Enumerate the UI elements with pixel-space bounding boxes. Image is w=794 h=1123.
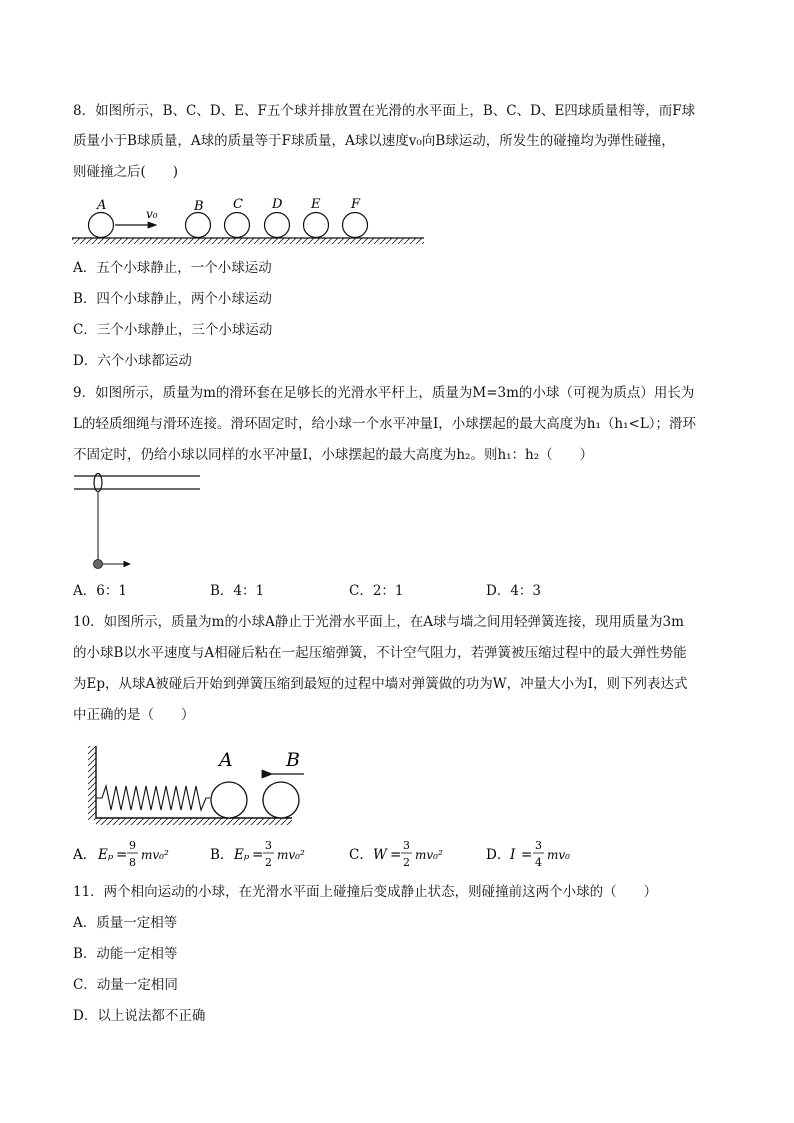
q8-option-d: D．六个小球都运动 xyxy=(73,353,192,369)
svg-text:W: W xyxy=(373,847,387,863)
q8-option-c: C．三个小球静止，三个小球运动 xyxy=(73,322,273,338)
q10-options xyxy=(70,836,630,870)
q9-figure xyxy=(70,470,210,578)
svg-text:3: 3 xyxy=(265,839,272,852)
label-f: F xyxy=(351,197,361,212)
ball-f xyxy=(343,213,368,238)
ball-a xyxy=(89,213,114,238)
q10-option-b xyxy=(210,839,305,869)
svg-text:=: = xyxy=(390,847,402,863)
label-e: E xyxy=(311,197,321,212)
q9-line-2: L的轻质细绳与滑环连接。滑环固定时，给小球一个水平冲量I，小球摆起的最大高度为h₁（h₁<L）；滑环 xyxy=(73,416,697,432)
floor-hatch xyxy=(96,818,292,825)
ball-a xyxy=(211,782,247,818)
label-d: D xyxy=(272,197,283,212)
ball-d xyxy=(265,213,290,238)
svg-text:B．: B． xyxy=(210,847,234,863)
svg-text:D．: D． xyxy=(486,847,511,863)
velocity-label: v₀ xyxy=(146,207,158,221)
svg-text:4: 4 xyxy=(535,856,542,869)
wall-hatch xyxy=(88,746,96,820)
q9-option-d: D．4：3 xyxy=(486,583,542,599)
q11-line-1: 11．两个相向运动的小球，在光滑水平面上碰撞后变成静止状态，则碰撞前这两个小球的（ ） xyxy=(73,884,658,900)
q11-option-a: A．质量一定相等 xyxy=(73,915,178,931)
svg-text:mv₀²: mv₀² xyxy=(277,848,305,862)
q9-option-a: A．6：1 xyxy=(73,583,127,599)
q10-line-1: 10．如图所示，质量为m的小球A静止于光滑水平面上，在A球与墙之间用轻弹簧连接，现用质量为3m xyxy=(73,614,684,630)
q10-option-c xyxy=(349,839,443,869)
svg-text:3: 3 xyxy=(535,839,542,852)
svg-text:Eₚ: Eₚ xyxy=(98,847,114,863)
q8-option-b: B．四个小球静止，两个小球运动 xyxy=(73,291,272,307)
label-c: C xyxy=(233,197,243,212)
svg-text:3: 3 xyxy=(403,839,410,852)
q8-line-1: 8．如图所示，B、C、D、E、F五个球并排放置在光滑的水平面上，B、C、D、E四球质量相等，而F球 xyxy=(73,103,696,119)
q11-option-b: B．动能一定相等 xyxy=(73,946,178,962)
ball-b xyxy=(186,213,211,238)
svg-text:=: = xyxy=(521,847,533,863)
label-b: B xyxy=(194,199,204,214)
q11-option-c: C．动量一定相同 xyxy=(73,977,178,993)
svg-text:=: = xyxy=(252,847,264,863)
svg-text:8: 8 xyxy=(129,856,136,869)
label-a: A xyxy=(97,198,107,213)
q8-line-2: 质量小于B球质量，A球的质量等于F球质量，A球以速度v₀向B球运动，所发生的碰撞均为弹性碰撞， xyxy=(73,133,675,149)
ball-e xyxy=(304,213,329,238)
svg-text:mv₀²: mv₀² xyxy=(141,848,169,862)
svg-text:I: I xyxy=(510,847,516,863)
svg-text:C．: C． xyxy=(349,847,373,863)
q9-option-b: B．4：1 xyxy=(210,583,265,599)
q9-line-1: 9．如图所示，质量为m的滑环套在足够长的光滑水平杆上，质量为M=3m的小球（可视为质点）用长为 xyxy=(73,385,695,401)
label-b: B xyxy=(286,749,300,771)
q11-option-d: D．以上说法都不正确 xyxy=(73,1008,206,1024)
svg-text:mv₀²: mv₀² xyxy=(415,848,443,862)
q10-line-4: 中正确的是（ ） xyxy=(73,707,195,723)
q10-line-2: 的小球B以水平速度与A相碰后粘在一起压缩弹簧，不计空气阻力，若弹簧被压缩过程中的最大弹性势能 xyxy=(73,645,687,661)
svg-text:=: = xyxy=(116,847,128,863)
q8-line-3: 则碰撞之后( ) xyxy=(73,164,179,180)
q10-option-d xyxy=(486,839,570,869)
ball-c xyxy=(225,213,250,238)
svg-text:9: 9 xyxy=(129,839,136,852)
q9-line-3: 不固定时，仍给小球以同样的水平冲量I，小球摆起的最大高度为h₂。则h₁：h₂（ ） xyxy=(73,447,594,463)
label-a: A xyxy=(219,749,233,771)
pendulum-ball xyxy=(94,560,103,569)
svg-text:2: 2 xyxy=(265,856,272,869)
ball-b xyxy=(263,782,299,818)
q8-figure xyxy=(70,194,430,246)
q10-figure xyxy=(82,742,322,830)
q10-line-3: 为Ep，从球A被碰后开始到弹簧压缩到最短的过程中墙对弹簧做的功为W，冲量大小为I，则下列表达式 xyxy=(73,676,688,692)
spring xyxy=(96,786,210,810)
svg-text:mv₀: mv₀ xyxy=(547,848,570,862)
svg-text:Eₚ: Eₚ xyxy=(234,847,250,863)
q9-option-c: C．2：1 xyxy=(349,583,404,599)
q8-option-a: A．五个小球静止，一个小球运动 xyxy=(73,260,272,276)
svg-text:2: 2 xyxy=(403,856,410,869)
svg-text:A．: A． xyxy=(73,847,97,863)
q10-option-a xyxy=(72,839,169,869)
ground-hatch xyxy=(72,238,424,244)
